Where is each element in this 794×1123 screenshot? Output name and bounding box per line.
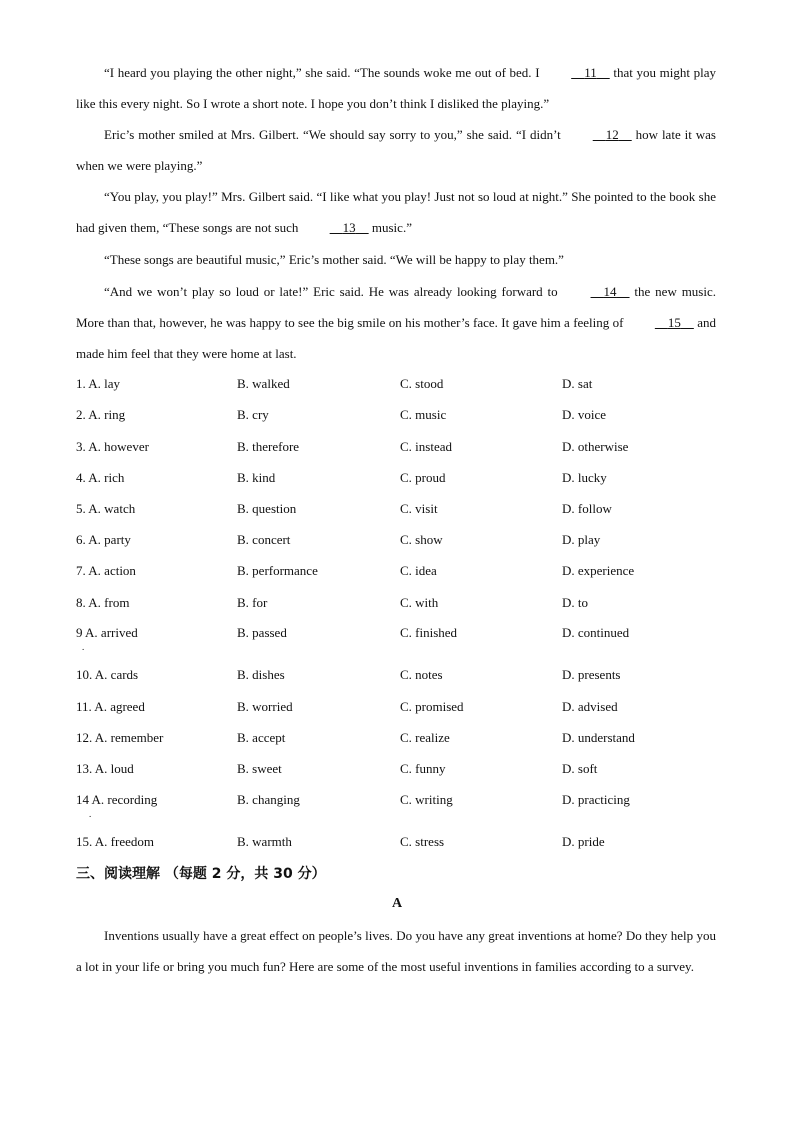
option-a: 7. A. action	[76, 563, 136, 578]
option-c: C. proud	[400, 470, 446, 485]
option-c: C. stood	[400, 376, 444, 391]
question-row-15	[76, 834, 716, 854]
option-b: B. passed	[237, 625, 287, 640]
option-b: B. performance	[237, 563, 318, 578]
question-row-10	[76, 667, 716, 687]
option-a: 11. A. agreed	[76, 699, 145, 714]
option-a: 14 A. recording	[76, 792, 158, 807]
option-d: D. continued	[562, 625, 630, 640]
option-c: C. writing	[400, 792, 453, 807]
option-d: D. advised	[562, 699, 618, 714]
option-d: D. soft	[562, 761, 598, 776]
option-a: 1. A. lay	[76, 376, 121, 391]
passage-paragraph-1	[76, 57, 716, 119]
option-a: 9 A. arrived	[76, 625, 138, 640]
option-d: D. play	[562, 532, 601, 547]
option-d: D. experience	[562, 563, 635, 578]
option-b: B. walked	[237, 376, 290, 391]
option-d: D. practicing	[562, 792, 630, 807]
paragraph-text: “These songs are beautiful music,” Eric’s mother said. “We will be happy to play them.”	[104, 252, 564, 267]
option-b: B. dishes	[237, 667, 285, 682]
paragraph-text: the new music. More than that, however, he was happy to see the big smile on his mother’s face. It gave him a feeling of	[76, 284, 717, 330]
option-b: B. worried	[237, 699, 293, 714]
passage-paragraph-5	[76, 276, 716, 369]
option-b: B. kind	[237, 470, 276, 485]
option-d: D. understand	[562, 730, 635, 745]
option-a: 3. A. however	[76, 439, 149, 454]
paragraph-text: Eric’s mother smiled at Mrs. Gilbert. “We should say sorry to you,” she said. “I didn’t	[104, 127, 565, 142]
question-row-9	[76, 625, 716, 645]
option-c: C. promised	[400, 699, 464, 714]
question-row-8	[76, 595, 716, 615]
option-c: C. realize	[400, 730, 450, 745]
option-a: 8. A. from	[76, 595, 130, 610]
question-row-3	[76, 439, 716, 459]
option-c: C. notes	[400, 667, 443, 682]
option-c: C. with	[400, 595, 439, 610]
option-a: 4. A. rich	[76, 470, 125, 485]
option-d: D. lucky	[562, 470, 607, 485]
option-a: 6. A. party	[76, 532, 131, 547]
option-b: B. for	[237, 595, 268, 610]
option-c: C. visit	[400, 501, 438, 516]
paragraph-text: that you might play like this every night. So I wrote a short note. I hope you don’t think I disliked the playing.”	[76, 65, 717, 111]
option-c: C. music	[400, 407, 447, 422]
question-row-13	[76, 761, 716, 781]
option-d: D. pride	[562, 834, 605, 849]
paragraph-text: and made him feel that they were home at last.	[76, 315, 716, 361]
option-b: B. question	[237, 501, 297, 516]
blank-14: 14	[603, 284, 617, 299]
option-a: 10. A. cards	[76, 667, 139, 682]
option-d: D. sat	[562, 376, 593, 391]
question-row-12	[76, 730, 716, 750]
paragraph-text: how late it was when we were playing.”	[76, 127, 716, 173]
option-a: 13. A. loud	[76, 761, 134, 776]
paragraph-text: Inventions usually have a great effect on people’s lives. Do you have any great inventions at home? Do they help you a lot in your life or bring you much fun? Here are some of the most useful inventions in families according to a survey.	[76, 928, 716, 974]
blank-11: 11	[584, 65, 597, 80]
option-b: B. cry	[237, 407, 269, 422]
option-d: D. otherwise	[562, 439, 629, 454]
option-d: D. voice	[562, 407, 607, 422]
option-b: B. therefore	[237, 439, 300, 454]
option-b: B. sweet	[237, 761, 282, 776]
passage-paragraph-2	[76, 119, 716, 181]
option-b: B. warmth	[237, 834, 292, 849]
option-b: B. concert	[237, 532, 291, 547]
option-c: C. idea	[400, 563, 437, 578]
question-row-2	[76, 407, 716, 427]
question-row-1	[76, 376, 716, 396]
option-a: 15. A. freedom	[76, 834, 154, 849]
paragraph-text: “I heard you playing the other night,” she said. “The sounds woke me out of bed. I	[104, 65, 544, 80]
question-row-11	[76, 699, 716, 719]
option-d: D. to	[562, 595, 588, 610]
paragraph-text: “And we won’t play so loud or late!” Eric said. He was already looking forward to	[104, 284, 563, 299]
paragraph-text: music.”	[368, 220, 412, 235]
question-row-14	[76, 792, 716, 812]
option-d: D. presents	[562, 667, 621, 682]
option-c: C. funny	[400, 761, 446, 776]
option-c: C. instead	[400, 439, 452, 454]
option-c: C. finished	[400, 625, 458, 640]
blank-12: 12	[605, 127, 619, 142]
question-row-5	[76, 501, 716, 521]
section-title: 三、阅读理解 （每题 2 分，共 30 分）	[76, 866, 326, 882]
stray-dot-mark: .	[82, 642, 85, 652]
passage-paragraph-3	[76, 181, 716, 243]
question-row-4	[76, 470, 716, 490]
question-row-7	[76, 563, 716, 583]
option-b: B. accept	[237, 730, 286, 745]
blank-13: 13	[342, 220, 356, 235]
option-c: C. stress	[400, 834, 445, 849]
option-b: B. changing	[237, 792, 300, 807]
question-row-6	[76, 532, 716, 552]
blank-15: 15	[667, 315, 681, 330]
option-d: D. follow	[562, 501, 612, 516]
paragraph-text: “You play, you play!” Mrs. Gilbert said. “I like what you play! Just not so loud at night.” She pointed to the book she had given them, “These songs are not such	[76, 189, 716, 235]
stray-dot-mark: .	[89, 809, 92, 819]
passage-label: A	[391, 896, 403, 911]
option-a: 5. A. watch	[76, 501, 136, 516]
option-a: 12. A. remember	[76, 730, 164, 745]
passage-paragraph-4	[76, 244, 716, 275]
option-a: 2. A. ring	[76, 407, 126, 422]
option-c: C. show	[400, 532, 443, 547]
reading-intro-paragraph	[76, 920, 716, 982]
